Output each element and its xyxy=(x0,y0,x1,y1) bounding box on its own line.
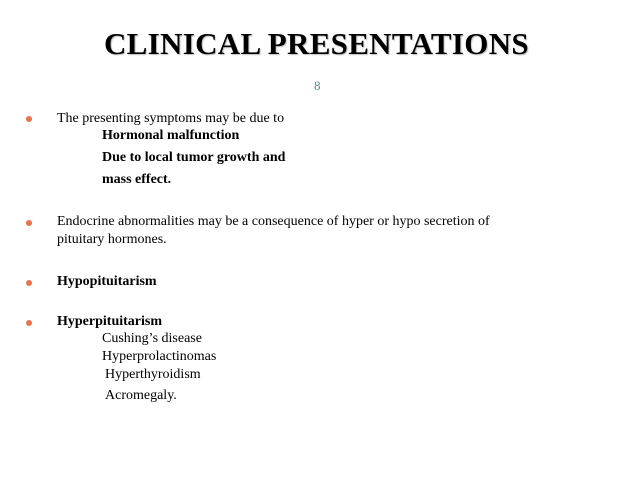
slide-title: CLINICAL PRESENTATIONS xyxy=(104,26,529,61)
bullet-1-sub-item: mass effect. xyxy=(102,172,172,187)
bullet-3-text: Hypopituitarism xyxy=(57,274,157,289)
page-number: 8 xyxy=(314,78,321,93)
bullet-4-sub-item: Hyperthyroidism xyxy=(105,367,201,382)
bullet-dot xyxy=(26,116,32,122)
bullet-4-text: Hyperpituitarism xyxy=(57,314,162,329)
bullet-1-text: The presenting symptoms may be due to xyxy=(57,111,285,126)
bullet-2-text: Endocrine abnormalities may be a consequence of hyper or hypo secretion of xyxy=(57,214,490,229)
bullet-4-sub-item: Acromegaly. xyxy=(105,388,177,403)
bullet-dot xyxy=(26,320,32,326)
bullet-dot xyxy=(26,220,32,226)
bullet-1-sub-item: Due to local tumor growth and xyxy=(102,150,286,165)
bullet-1-sub-item: Hormonal malfunction xyxy=(102,128,240,143)
bullet-dot xyxy=(26,280,32,286)
bullet-4-sub-item: Cushing’s disease xyxy=(102,331,202,346)
bullet-4-sub-item: Hyperprolactinomas xyxy=(102,349,217,364)
bullet-2-continuation: pituitary hormones. xyxy=(57,232,167,247)
